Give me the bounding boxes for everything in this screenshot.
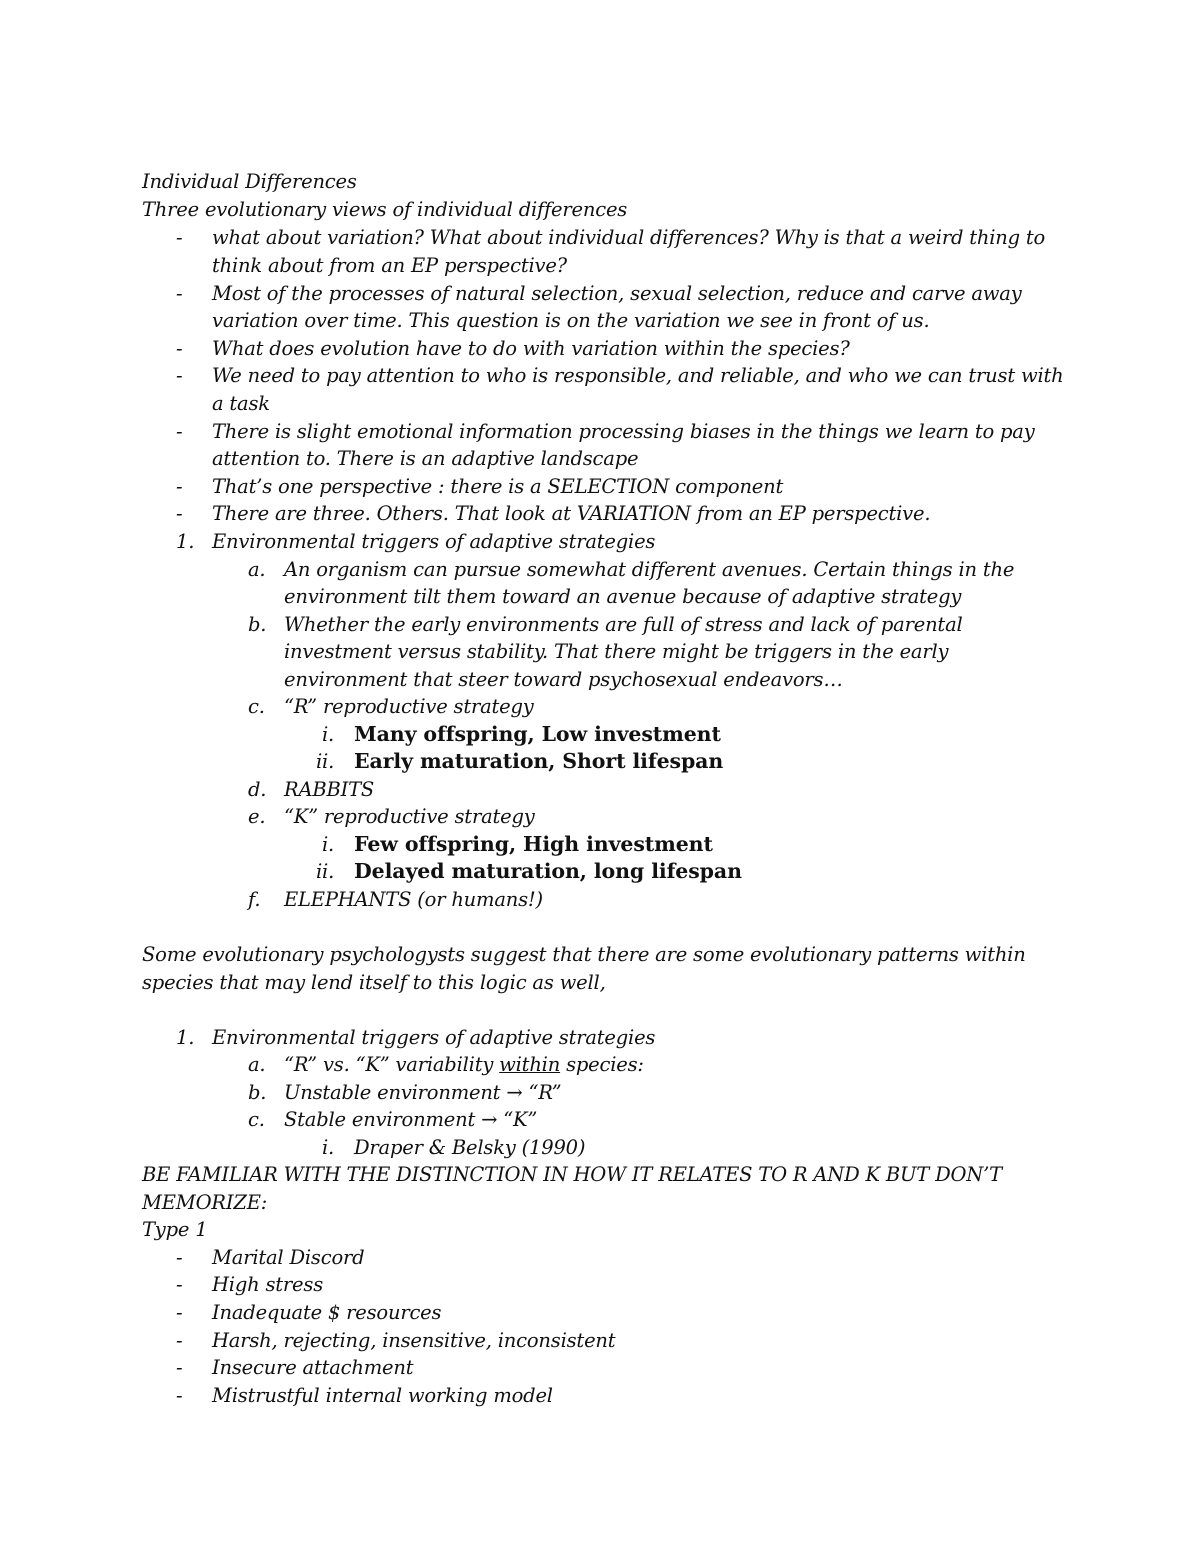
bullet-dash: -: [176, 1246, 183, 1269]
bold-item: Delayed maturation, long lifespan: [354, 859, 742, 883]
list-item-text: Draper & Belsky (1990): [354, 1136, 586, 1159]
list-roman: i.: [322, 833, 335, 856]
list-letter: c.: [248, 1108, 265, 1131]
section-heading: Environmental triggers of adaptive strategies: [212, 530, 656, 553]
doc-title: Individual Differences: [142, 170, 357, 193]
list-item-text: environment tilt them toward an avenue because of adaptive strategy: [284, 585, 962, 608]
bullet-dash: -: [176, 502, 183, 525]
bullet-dash: -: [176, 475, 183, 498]
list-item-text: Whether the early environments are full of stress and lack of parental: [284, 613, 963, 636]
list-roman: ii.: [316, 750, 335, 773]
list-item-text: [284, 1055, 644, 1075]
text-span: species:: [560, 1053, 644, 1076]
list-item-text: RABBITS: [284, 778, 375, 801]
bullet-text: variation over time. This question is on the variation we see in front of us.: [212, 309, 930, 332]
bullet-dash: -: [176, 1329, 183, 1352]
bullet-dash: -: [176, 1301, 183, 1324]
list-item-text: “R” reproductive strategy: [284, 695, 534, 718]
list-item-text: An organism can pursue somewhat different avenues. Certain things in the: [284, 558, 1015, 581]
list-letter: f.: [248, 888, 261, 911]
type1-item: High stress: [212, 1273, 324, 1296]
list-item-text: environment that steer toward psychosexual endeavors…: [284, 668, 843, 691]
bullet-dash: -: [176, 1384, 183, 1407]
bold-item: Many offspring, Low investment: [354, 722, 721, 746]
list-item-text: Stable environment → “K”: [284, 1108, 538, 1131]
list-letter: a.: [248, 558, 266, 581]
bullet-text: We need to pay attention to who is responsible, and reliable, and who we can trust with: [212, 364, 1064, 387]
bullet-dash: -: [176, 282, 183, 305]
bullet-text: What does evolution have to do with variation within the species?: [212, 337, 850, 360]
list-roman: i.: [322, 1136, 335, 1159]
bullet-text: attention to. There is an adaptive landscape: [212, 447, 639, 470]
underlined-word: within: [499, 1053, 561, 1076]
bullet-dash: -: [176, 1273, 183, 1296]
bullet-text: what about variation? What about individual differences? Why is that a weird thing to: [212, 226, 1046, 249]
list-letter: e.: [248, 805, 266, 828]
list-letter: b.: [248, 1081, 267, 1104]
bullet-text: There are three. Others. That look at VARIATION from an EP perspective.: [212, 502, 931, 525]
bullet-dash: -: [176, 420, 183, 443]
list-letter: c.: [248, 695, 265, 718]
bullet-text: Most of the processes of natural selection, sexual selection, reduce and carve away: [212, 282, 1022, 305]
paragraph-line: Some evolutionary psychologysts suggest that there are some evolutionary patterns within: [142, 943, 1026, 966]
text-span: “R” vs. “K” variability: [284, 1053, 500, 1076]
type1-item: Marital Discord: [212, 1246, 365, 1269]
bullet-dash: -: [176, 1356, 183, 1379]
doc-subtitle: Three evolutionary views of individual differences: [142, 198, 628, 221]
section-heading: Environmental triggers of adaptive strategies: [212, 1026, 656, 1049]
bullet-text: a task: [212, 392, 270, 415]
bullet-text: That’s one perspective : there is a SELECTION component: [212, 475, 784, 498]
bullet-text: There is slight emotional information processing biases in the things we learn to pay: [212, 420, 1035, 443]
list-item-text: “K” reproductive strategy: [284, 805, 535, 828]
list-roman: ii.: [316, 860, 335, 883]
list-number: 1.: [176, 530, 195, 553]
note-line: MEMORIZE:: [142, 1191, 268, 1214]
type1-item: Mistrustful internal working model: [212, 1384, 553, 1407]
type-label: Type 1: [142, 1218, 208, 1241]
type1-item: Inadequate $ resources: [212, 1301, 442, 1324]
list-letter: a.: [248, 1053, 266, 1076]
bullet-dash: -: [176, 226, 183, 249]
list-item-text: Unstable environment → “R”: [284, 1081, 562, 1104]
list-letter: b.: [248, 613, 267, 636]
list-item-text: ELEPHANTS (or humans!): [284, 888, 543, 911]
list-roman: i.: [322, 723, 335, 746]
note-line: BE FAMILIAR WITH THE DISTINCTION IN HOW IT RELATES TO R AND K BUT DON’T: [142, 1163, 1002, 1186]
list-letter: d.: [248, 778, 267, 801]
paragraph-line: species that may lend itself to this logic as well,: [142, 971, 606, 994]
bold-item: Early maturation, Short lifespan: [354, 749, 724, 773]
list-number: 1.: [176, 1026, 195, 1049]
bullet-text: think about from an EP perspective?: [212, 254, 567, 277]
bullet-dash: -: [176, 337, 183, 360]
list-item-text: investment versus stability. That there might be triggers in the early: [284, 640, 949, 663]
bold-item: Few offspring, High investment: [354, 832, 713, 856]
type1-item: Harsh, rejecting, insensitive, inconsistent: [212, 1329, 616, 1352]
bullet-dash: -: [176, 364, 183, 387]
type1-item: Insecure attachment: [212, 1356, 414, 1379]
